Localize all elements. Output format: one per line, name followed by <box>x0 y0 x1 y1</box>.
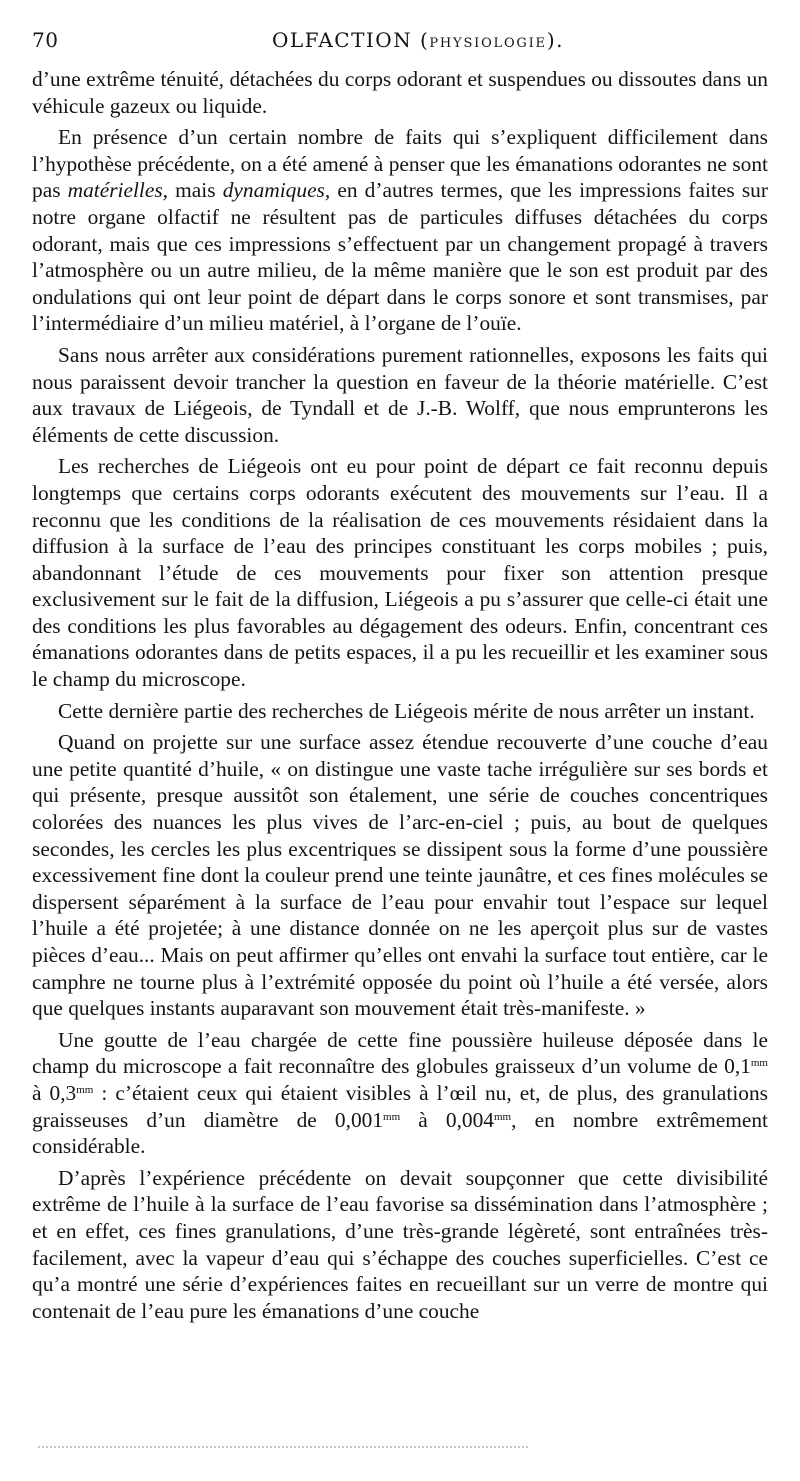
paragraph-1: d’une extrême ténuité, détachées du corps odorant et suspendues ou dissoutes dans un véhicule gazeux ou liquide. <box>32 67 768 118</box>
running-title-paren-open: ( <box>412 28 430 52</box>
footer-scan-mark <box>38 1446 528 1452</box>
running-title-main: OLFACTION <box>272 28 413 52</box>
paragraph-8: D’après l’expérience précédente on devait soupçonner que cette divisibilité extrême de l’huile à la surface de l’eau favorise sa dissémination dans l’atmosphère ; et en effet, ces fines granulations, d’une très-grande légèreté, sont entraînées très-facilement, avec la vapeur d’eau qui s’échappe des couches superficielles. C’est ce qu’a montré une série d’expériences faites en recueillant sur un verre de montre qui contenait de l’eau pure les émanations d’une couche <box>32 1165 768 1323</box>
running-title-paren-close: ). <box>546 28 565 52</box>
page-header <box>32 22 768 58</box>
unit-mm-2: mm <box>76 1083 94 1096</box>
running-title-sub: PHYSIOLOGIE <box>429 36 547 51</box>
unit-mm-3: mm <box>383 1110 401 1123</box>
paragraph-2-part-b: mais <box>168 178 223 203</box>
unit-mm-4: mm <box>494 1110 512 1123</box>
page-number: 70 <box>32 28 59 52</box>
paragraph-3: Sans nous arrêter aux considérations purement rationnelles, exposons les faits qui nous paraissent devoir trancher la question en faveur de la théorie matérielle. C’est aux travaux de Liégeois, de Tyndall et de J.-B. Wolff, que nous emprunterons les éléments de cette discussion. <box>32 342 768 447</box>
unit-mm-1: mm <box>750 1057 768 1070</box>
emphasis-dynamiques: dynamiques, <box>222 178 331 203</box>
paragraph-7-part-c: : c’étaient ceux qui étaient visibles à l’œil nu, et, de plus, des granulations graisseuses d’un diamètre de 0,001 <box>32 1080 768 1132</box>
paragraph-7 <box>32 1027 768 1160</box>
paragraph-7-part-e: , en nombre extrêmement considérable. <box>32 1107 768 1159</box>
paragraph-2-part-a: En présence d’un certain nombre de faits qui s’expliquent difficilement dans l’hypothèse précédente, on a été amené à penser que les émanations odorantes ne sont pas <box>32 125 768 203</box>
paragraph-5: Cette dernière partie des recherches de Liégeois mérite de nous arrêter un instant. <box>58 698 755 723</box>
paragraph-2-part-c: en d’autres termes, que les impressions faites sur notre organe olfactif ne résultent pas de particules diffuses détachées du corps odorant, mais que ces impressions s’effectuent par un changement propagé à travers l’atmosphère ou un autre milieu, de la même manière que le son est produit par des ondulations qui ont leur point de départ dans le corps sonore et sont transmises, par l’intermédiaire d’un milieu matériel, à l’organe de l’ouïe. <box>32 178 768 336</box>
paragraph-6: Quand on projette sur une surface assez étendue recouverte d’une couche d’eau une petite quantité d’huile, « on distingue une vaste tache irrégulière sur ses bords et qui présente, presque aussitôt son étalement, une série de couches concentriques colorées des nuances les plus vives de l’arc-en-ciel ; puis, au bout de quelques secondes, les cercles les plus excentriques se dissipent sous la forme d’une poussière excessivement fine dont la couleur prend une teinte jaunâtre, et ces fines molécules se dispersent séparément à la surface de l’eau pour envahir tout l’espace sur lequel l’huile a été projetée; à une distance donnée on ne les aperçoit plus sur de vastes pièces d’eau... Mais on peut affirmer qu’elles ont envahi la surface tout entière, car le camphre ne tourne plus à l’extrémité opposée du point où l’huile a été versée, alors que quelques instants auparavant son mouvement était très-manifeste. » <box>32 730 768 1021</box>
paragraph-2 <box>32 124 768 337</box>
book-page <box>32 22 768 1462</box>
paragraph-4: Les recherches de Liégeois ont eu pour point de départ ce fait reconnu depuis longtemps que certains corps odorants exécutent des mouvements sur l’eau. Il a reconnu que les conditions de la réalisation de ces mouvements résidaient dans la diffusion à la surface de l’eau des principes constituant les corps mobiles ; puis, abandonnant l’étude de ces mouvements pour fixer son attention presque exclusivement sur le fait de la diffusion, Liégeois a pu s’assurer que celle-ci était une des conditions les plus favorables au dégagement des odeurs. Enfin, concentrant ces émanations odorantes dans de petits espaces, il a pu les recueillir et les examiner sous le champ du microscope. <box>32 454 768 692</box>
paragraph-7-part-a: Une goutte de l’eau chargée de cette fine poussière huileuse déposée dans le champ du microscope a fait reconnaître des globules graisseux d’un volume de 0,1 <box>32 1027 768 1079</box>
running-title <box>272 22 564 62</box>
emphasis-materielles: matérielles, <box>67 178 169 203</box>
body-text <box>32 66 768 1324</box>
paragraph-7-part-d: à 0,004 <box>400 1107 494 1132</box>
paragraph-7-part-b: à 0,3 <box>32 1080 77 1105</box>
